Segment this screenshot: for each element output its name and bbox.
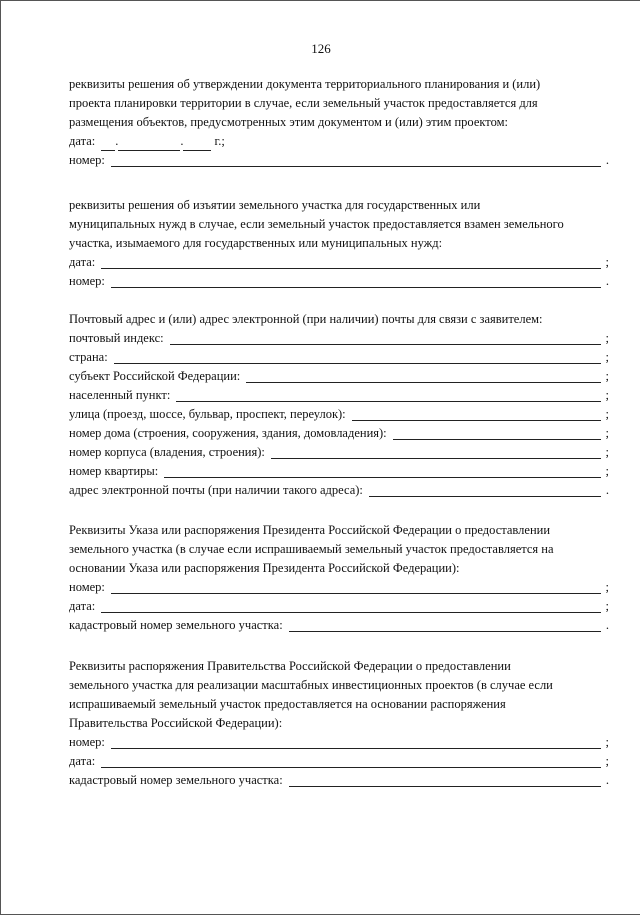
cadastral-number-field <box>69 616 609 635</box>
cadastral-number-field <box>69 771 609 790</box>
field-label: адрес электронной почты (при наличии такого адреса): <box>69 483 363 497</box>
field-end-mark: . <box>605 153 609 167</box>
field-label: номер: <box>69 735 105 749</box>
region-field <box>69 367 609 386</box>
field-label: субъект Российской Федерации: <box>69 369 241 383</box>
fill-line[interactable] <box>101 599 601 613</box>
date-separator: . <box>180 134 184 148</box>
day-blank[interactable] <box>101 138 115 151</box>
fill-line[interactable] <box>164 464 601 478</box>
field-end-mark: ; <box>605 388 609 402</box>
fill-line[interactable] <box>111 153 601 167</box>
house-number-field <box>69 424 609 443</box>
field-label: номер корпуса (владения, строения): <box>69 445 265 459</box>
field-label: дата: <box>69 255 96 269</box>
field-end-mark: . <box>605 618 609 632</box>
text-line: основании Указа или распоряжения Президента Российской Федерации): <box>69 561 460 575</box>
text-line: испрашиваемый земельный участок предоставляется на основании распоряжения <box>69 697 506 711</box>
fill-line[interactable] <box>101 255 601 269</box>
year-blank[interactable] <box>183 138 211 151</box>
fill-line[interactable] <box>289 618 601 632</box>
field-end-mark: ; <box>605 255 609 269</box>
fill-line[interactable] <box>352 407 601 421</box>
fill-line[interactable] <box>393 426 601 440</box>
fill-line[interactable] <box>114 350 601 364</box>
field-label: кадастровый номер земельного участка: <box>69 618 283 632</box>
field-end-mark: ; <box>605 350 609 364</box>
date-field <box>69 597 609 616</box>
field-label: населенный пункт: <box>69 388 171 402</box>
field-end-mark: . <box>605 274 609 288</box>
date-separator: . <box>115 134 119 148</box>
field-end-mark: ; <box>605 369 609 383</box>
fill-line[interactable] <box>246 369 601 383</box>
apartment-field <box>69 462 609 481</box>
fill-line[interactable] <box>111 735 601 749</box>
field-end-mark: . <box>605 483 609 497</box>
text-line: участка, изымаемого для государственных или муниципальных нужд: <box>69 236 443 250</box>
section-territorial-planning <box>69 75 609 170</box>
text-line: реквизиты решения об изъятии земельного участка для государственных или <box>69 198 481 212</box>
field-label: почтовый индекс: <box>69 331 164 345</box>
text-line: земельного участка (в случае если испрашиваемый земельный участок предоставляется на <box>69 542 554 556</box>
section-land-seizure <box>69 196 609 291</box>
field-label: дата: <box>69 134 96 148</box>
number-field <box>69 151 609 170</box>
field-label: номер квартиры: <box>69 464 159 478</box>
section-presidential-decree <box>69 521 609 635</box>
field-label: номер: <box>69 580 105 594</box>
date-field <box>69 132 609 151</box>
date-field <box>69 752 609 771</box>
fill-line[interactable] <box>369 483 601 497</box>
building-number-field <box>69 443 609 462</box>
fill-line[interactable] <box>289 773 601 787</box>
postal-code-field <box>69 329 609 348</box>
field-label: улица (проезд, шоссе, бульвар, проспект, переулок): <box>69 407 346 421</box>
fill-line[interactable] <box>176 388 601 402</box>
field-label: номер: <box>69 274 105 288</box>
fill-line[interactable] <box>111 274 601 288</box>
field-end-mark: ; <box>605 445 609 459</box>
date-field <box>69 253 609 272</box>
street-field <box>69 405 609 424</box>
fill-line[interactable] <box>111 580 601 594</box>
number-field <box>69 272 609 291</box>
section-heading: Почтовый адрес и (или) адрес электронной (при наличии) почты для связи с заявителем: <box>69 312 543 326</box>
text-line: проекта планировки территории в случае, если земельный участок предоставляется для <box>69 96 538 110</box>
number-field <box>69 733 609 752</box>
text-line: муниципальных нужд в случае, если земельный участок предоставляется взамен земельного <box>69 217 564 231</box>
field-label: дата: <box>69 599 96 613</box>
locality-field <box>69 386 609 405</box>
country-field <box>69 348 609 367</box>
fill-line[interactable] <box>101 754 601 768</box>
section-government-order <box>69 657 609 790</box>
text-line: Реквизиты Указа или распоряжения Президента Российской Федерации о предоставлении <box>69 523 551 537</box>
field-label: дата: <box>69 754 96 768</box>
field-end-mark: ; <box>605 754 609 768</box>
email-field <box>69 481 609 500</box>
number-field <box>69 578 609 597</box>
field-end-mark: . <box>605 773 609 787</box>
field-end-mark: ; <box>605 464 609 478</box>
text-line: размещения объектов, предусмотренных этим документом и (или) этим проектом: <box>69 115 508 129</box>
field-end-mark: ; <box>605 735 609 749</box>
field-end-mark: ; <box>605 599 609 613</box>
field-end-mark: ; <box>605 580 609 594</box>
fill-line[interactable] <box>170 331 601 345</box>
fill-line[interactable] <box>271 445 601 459</box>
field-label: номер дома (строения, сооружения, здания, домовладения): <box>69 426 387 440</box>
text-line: земельного участка для реализации масштабных инвестиционных проектов (в случае если <box>69 678 553 692</box>
text-line: Реквизиты распоряжения Правительства Российской Федерации о предоставлении <box>69 659 511 673</box>
section-postal-address <box>69 310 609 500</box>
field-label: страна: <box>69 350 108 364</box>
field-label: кадастровый номер земельного участка: <box>69 773 283 787</box>
text-line: Правительства Российской Федерации): <box>69 716 283 730</box>
text-line: реквизиты решения об утверждении документа территориального планирования и (или) <box>69 77 541 91</box>
year-suffix: г.; <box>214 134 225 148</box>
field-end-mark: ; <box>605 331 609 345</box>
field-end-mark: ; <box>605 426 609 440</box>
page-number: 126 <box>311 41 331 56</box>
field-end-mark: ; <box>605 407 609 421</box>
field-label: номер: <box>69 153 105 167</box>
month-blank[interactable] <box>118 138 180 151</box>
